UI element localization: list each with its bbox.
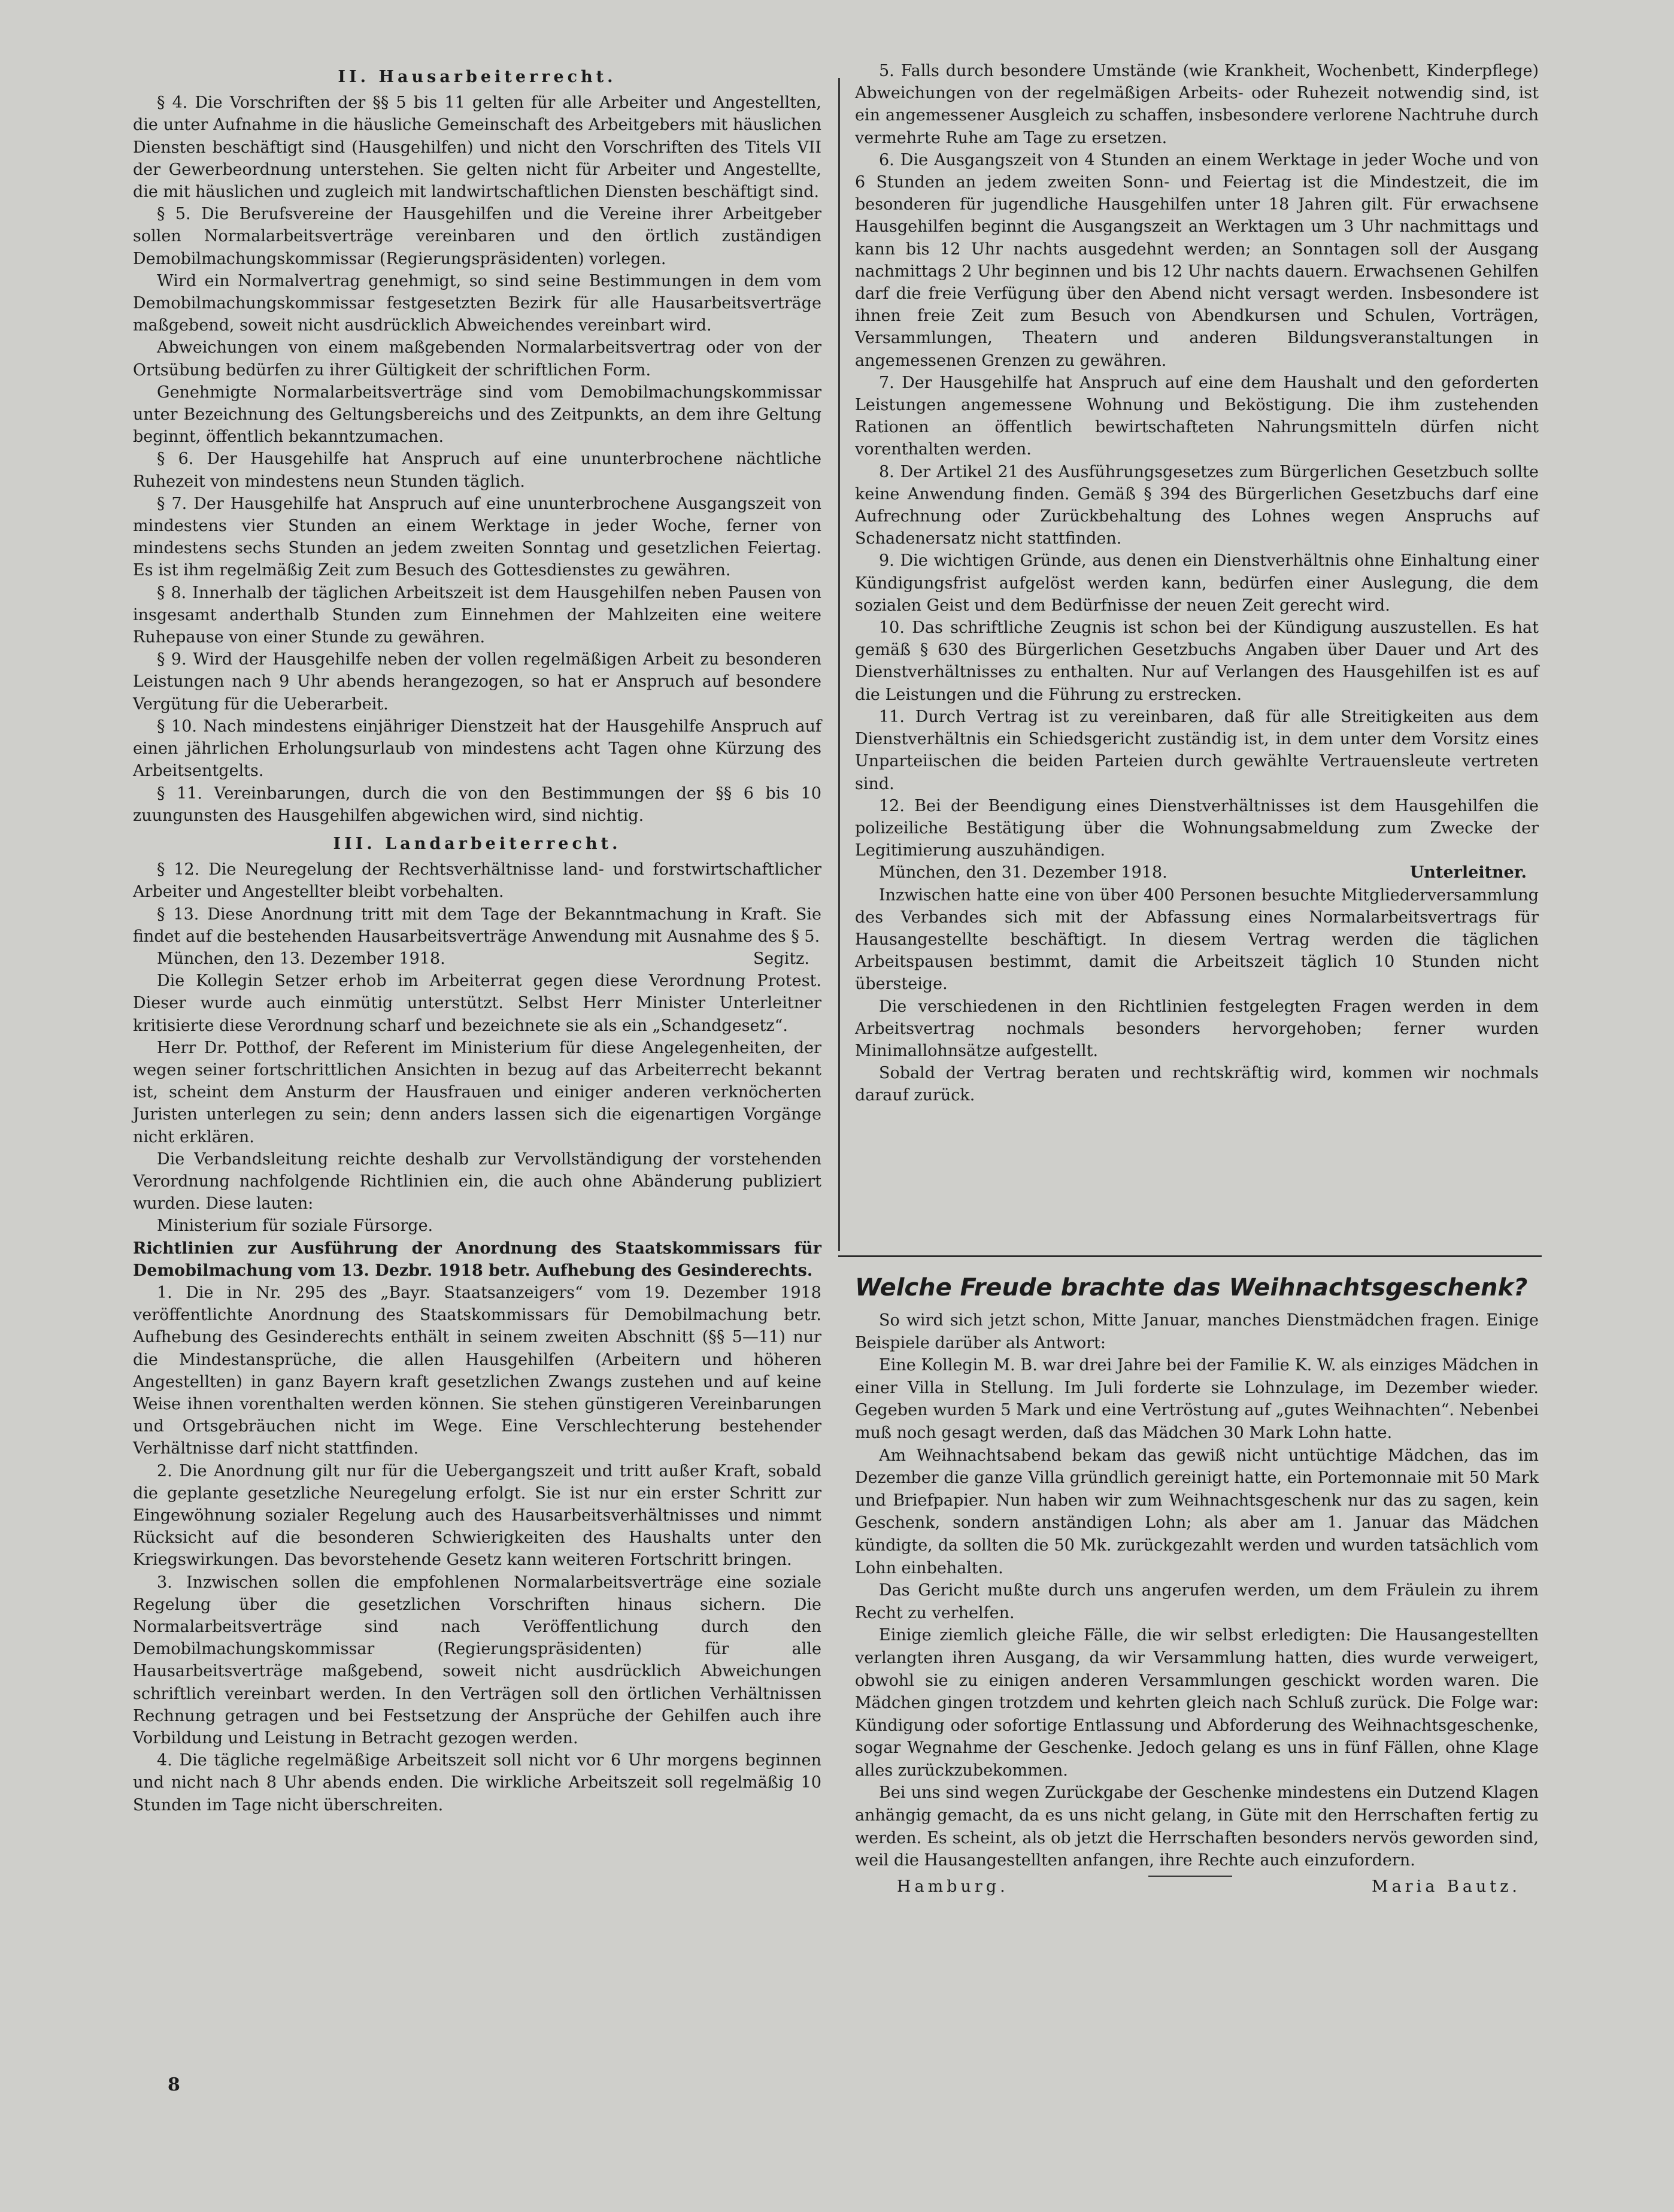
article-paragraph-3: Am Weihnachtsabend bekam das gewiß nicht untüchtige Mädchen, das im Dezember die ganze Villa gründlich gereinigt hatte, ein Portemonnaie mit 50 Mark und Briefpapier. Nun haben wir zum Weihnachtsgeschenk nur das zu sagen, kein Geschenk, sondern anständigen Lohn; als aber am 1. Januar das Mädchen kündigte, da sollten die 50 Mk. zurückgezahlt werden und wurden tatsächlich vom Lohn einbehalten. bbox=[855, 1446, 1539, 1577]
richtlinie-8: 8. Der Artikel 21 des Ausführungsgesetzes zum Bürgerlichen Gesetzbuch sollte keine Anwendung finden. Gemäß § 394 des Bürgerlichen Gesetzbuchs darf eine Aufrechnung oder Zurückbehaltung des Lohnes wegen Anspruchs auf Schadenersatz nicht stattfinden. bbox=[855, 462, 1539, 548]
paragraph-11: § 11. Vereinbarungen, durch die von den Bestimmungen der §§ 6 bis 10 zuungunsten des Hausgehilfen abgewichen wird, sind nichtig. bbox=[133, 784, 821, 825]
closing-place: Hamburg. bbox=[897, 1877, 1009, 1896]
ministerium-heading: Ministerium für soziale Fürsorge. bbox=[157, 1216, 433, 1236]
section-divider bbox=[838, 1255, 1542, 1257]
signature-unterleitner bbox=[855, 861, 1539, 884]
richtlinien-title: Richtlinien zur Ausführung der Anordnung des Staatskommissars für Demobilmachung vom 13. Dezbr. 1918 betr. Aufhebung des Gesinderechts. bbox=[133, 1239, 821, 1280]
paragraph-inzwischen: Inzwischen hatte eine von über 400 Personen besuchte Mitgliederversammlung des Verbandes sich mit der Abfassung eines Normalarbeitsvertrags für Hausangestellte beschäftigt. In diesem Vertrag werden die täglichen Arbeitspausen bestimmt, damit die Arbeitszeit täglich 10 Stunden nicht übersteige. bbox=[855, 885, 1539, 994]
richtlinie-3: 3. Inzwischen sollen die empfohlenen Normalarbeitsverträge eine soziale Regelung über die gesetzlichen Vorschriften hinaus sichern. Die Normalarbeitsverträge sind nach Veröffentlichung durch den Demobilmachungskommissar (Regierungspräsidenten) für alle Hausarbeitsverträge maßgebend, soweit nicht ausdrücklich Abweichungen schriftlich vereinbart werden. In den Verträgen soll den örtlichen Verhältnissen Rechnung getragen und bei Festsetzung der Ansprüche der Gehilfen auch ihre Vorbildung und Leistung in Betracht gezogen werden. bbox=[133, 1573, 821, 1748]
closing-rule bbox=[1148, 1876, 1232, 1877]
richtlinie-7: 7. Der Hausgehilfe hat Anspruch auf eine dem Haushalt und den geforderten Leistungen angemessene Wohnung und Beköstigung. Die ihm zustehenden Rationen an öffentlich bewirtschafteten Nahrungsmitteln dürfen nicht vorenthalten werden. bbox=[855, 373, 1539, 459]
paragraph-10: § 10. Nach mindestens einjähriger Dienstzeit hat der Hausgehilfe Anspruch auf einen jährlichen Erholungsurlaub von mindestens acht Tagen ohne Kürzung des Arbeitsentgelts. bbox=[133, 717, 821, 781]
signature-name: Segitz. bbox=[753, 949, 809, 968]
article-signature bbox=[855, 1876, 1539, 1898]
closing-name: Maria Bautz. bbox=[1372, 1877, 1521, 1896]
paragraph-5c: Abweichungen von einem maßgebenden Normalarbeitsvertrag oder von der Ortsübung bedürfen zu ihrer Gültigkeit der schriftlichen Form. bbox=[133, 338, 821, 380]
article-paragraph-5: Einige ziemlich gleiche Fälle, die wir selbst erledigten: Die Hausangestellten verlangten ihren Ausgang, da wir Versammlung hatten, dies wurde verweigert, obwohl sie zu einigen anderen Versammlungen geschickt worden waren. Die Mädchen gingen trotzdem und kehrten gleich nach Schluß zurück. Die Folge war: Kündigung oder sofortige Entlassung und Abforderung des Weihnachtsgeschenke, sogar Wegnahme der Geschenke. Jedoch gelang es uns in fünf Fällen, ohne Klage alles zurückzubekommen. bbox=[855, 1626, 1539, 1780]
article-weihnachtsgeschenk bbox=[855, 1272, 1539, 1898]
paragraph-13: § 13. Diese Anordnung tritt mit dem Tage der Bekanntmachung in Kraft. Sie findet auf die bestehenden Hausarbeitsverträge Anwendung mit Ausnahme des § 5. bbox=[133, 905, 821, 946]
paragraph-5: § 5. Die Berufsvereine der Hausgehilfen und die Vereine ihrer Arbeitgeber sollen Normalarbeitsverträge vereinbaren und den örtlich zuständigen Demobilmachungskommissar (Regierungspräsidenten) vorlegen. bbox=[133, 205, 821, 268]
richtlinie-1: 1. Die in Nr. 295 des „Bayr. Staatsanzeigers“ vom 19. Dezember 1918 veröffentlichte Anordnung des Staatskommissars für Demobilmachung betr. Aufhebung des Gesinderechts enthält in seinem zweiten Abschnitt (§§ 5—11) nur die Mindestansprüche, die allen Hausgehilfen (Arbeitern und höheren Angestellten) in ganz Bayern kraft gesetzlichen Zwangs zustehen und auf keine Weise ihnen vorenthalten werden können. Sie stehen günstigeren Vereinbarungen und Ortsgebräuchen nicht im Wege. Eine Verschlechterung bestehender Verhältnisse darf nicht stattfinden. bbox=[133, 1283, 821, 1458]
article-paragraph-2: Eine Kollegin M. B. war drei Jahre bei der Familie K. W. als einziges Mädchen in einer Villa in Stellung. Im Juli forderte sie Lohnzulage, im Dezember wieder. Gegeben wurden 5 Mark und eine Vertröstung auf „gutes Weihnachten“. Nebenbei muß noch gesagt werden, daß das Mädchen 30 Mark Lohn hatte. bbox=[855, 1356, 1539, 1442]
column-divider bbox=[838, 78, 840, 1251]
richtlinie-9: 9. Die wichtigen Gründe, aus denen ein Dienstverhältnis ohne Einhaltung einer Kündigungsfrist aufgelöst werden kann, bedürfen einer Auslegung, die dem sozialen Geist und dem Bedürfnisse der neuen Zeit gerecht wird. bbox=[855, 551, 1539, 615]
paragraph-verbandsleitung: Die Verbandsleitung reichte deshalb zur Vervollständigung der vorstehenden Verordnung nachfolgende Richtlinien ein, die auch ohne Abänderung publiziert wurden. Diese lauten: bbox=[133, 1149, 821, 1213]
article-paragraph-6: Bei uns sind wegen Zurückgabe der Geschenke mindestens ein Dutzend Klagen anhängig gemacht, da es uns nicht gelang, in Güte mit den Herrschaften fertig zu werden. Es scheint, als ob jetzt die Herrschaften besonders nervös geworden sind, weil die Hausangestellten anfangen, ihre Rechte auch einzufordern. bbox=[855, 1783, 1539, 1870]
left-column bbox=[133, 60, 821, 1816]
signature-segitz bbox=[133, 948, 821, 970]
paragraph-5b: Wird ein Normalvertrag genehmigt, so sind seine Bestimmungen in dem vom Demobilmachungskommissar festgesetzten Bezirk für alle Hausarbeitsverträge maßgebend, soweit nicht ausdrücklich Abweichendes vereinbart wird. bbox=[133, 271, 821, 335]
signature-name: Unterleitner. bbox=[1409, 863, 1527, 882]
article-title: Welche Freude brachte das Weihnachtsgeschenk? bbox=[855, 1274, 1528, 1301]
richtlinie-12: 12. Bei der Beendigung eines Dienstverhältnisses ist dem Hausgehilfen die polizeiliche Bestätigung über die Wohnungsabmeldung zum Zwecke der Legitimierung auszuhändigen. bbox=[855, 796, 1539, 860]
paragraph-9: § 9. Wird der Hausgehilfe neben der vollen regelmäßigen Arbeit zu besonderen Leistungen nach 9 Uhr abends herangezogen, so hat er Anspruch auf besondere Vergütung für die Ueberarbeit. bbox=[133, 650, 821, 714]
paragraph-6: § 6. Der Hausgehilfe hat Anspruch auf eine ununterbrochene nächtliche Ruhezeit von mindestens neun Stunden täglich. bbox=[133, 450, 821, 491]
signature-place-date: München, den 13. Dezember 1918. bbox=[157, 949, 445, 968]
richtlinie-2: 2. Die Anordnung gilt nur für die Uebergangszeit und tritt außer Kraft, sobald die geplante gesetzliche Neuregelung erfolgt. Sie ist nur ein erster Schritt zur Eingewöhnung sozialer Regelung auch des Hausarbeitsverhältnisses und nimmt Rücksicht auf die besonderen Schwierigkeiten des Haushalts unter den Kriegswirkungen. Das bevorstehende Gesetz kann weiteren Fortschritt bringen. bbox=[133, 1461, 821, 1570]
paragraph-richtlinien: Die verschiedenen in den Richtlinien festgelegten Fragen werden in dem Arbeitsvertrag nochmals besonders hervorgehoben; ferner wurden Minimallohnsätze aufgestellt. bbox=[855, 997, 1539, 1060]
richtlinie-11: 11. Durch Vertrag ist zu vereinbaren, daß für alle Streitigkeiten aus dem Dienstverhältnis ein Schiedsgericht zuständig ist, in dem unter dem Vorsitz eines Unparteiischen die beiden Parteien durch gewählte Vertrauensleute vertreten sind. bbox=[855, 707, 1539, 793]
right-column bbox=[855, 60, 1539, 1107]
paragraph-8: § 8. Innerhalb der täglichen Arbeitszeit ist dem Hausgehilfen neben Pausen von insgesamt anderthalb Stunden zum Einnehmen der Mahlzeiten eine weitere Ruhepause von einer Stunde zu gewähren. bbox=[133, 583, 821, 647]
paragraph-sobald: Sobald der Vertrag beraten und rechtskräftig wird, kommen wir nochmals darauf zurück. bbox=[855, 1064, 1539, 1105]
article-paragraph-1: So wird sich jetzt schon, Mitte Januar, manches Dienstmädchen fragen. Einige Beispiele darüber als Antwort: bbox=[855, 1311, 1539, 1352]
paragraph-7: § 7. Der Hausgehilfe hat Anspruch auf eine ununterbrochene Ausgangszeit von mindestens vier Stunden an einem Werktage in jeder Woche, ferner von mindestens sechs Stunden an jedem zweiten Sonntag und gesetzlichen Feiertag. Es ist ihm regelmäßig Zeit zum Besuch des Gottesdienstes zu gewähren. bbox=[133, 494, 821, 580]
section-heading-hausarbeiterrecht: II. Hausarbeiterrecht. bbox=[338, 68, 617, 86]
richtlinie-5: 5. Falls durch besondere Umstände (wie Krankheit, Wochenbett, Kinderpflege) Abweichungen von der regelmäßigen Arbeits- oder Ruhezeit notwendig sind, ist ein angemessener Ausgleich zu schaffen, insbesondere verlorene Nachtruhe durch vermehrte Ruhe am Tage zu ersetzen. bbox=[855, 62, 1539, 147]
richtlinie-6: 6. Die Ausgangszeit von 4 Stunden an einem Werktage in jeder Woche und von 6 Stunden an jedem zweiten Sonn- und Feiertag ist die Mindestzeit, die im besonderen für jugendliche Hausgehilfen unter 18 Jahren gilt. Für erwachsene Hausgehilfen beginnt die Ausgangszeit an Werktagen um 3 Uhr nachmittags und kann bis 12 Uhr nachts ausgedehnt werden; an Sonntagen soll der Ausgang nachmittags 2 Uhr beginnen und bis 12 Uhr nachts dauern. Erwachsenen Gehilfen darf die freie Verfügung über den Abend nicht versagt werden. Insbesondere ist ihnen freie Zeit zum Besuch von Abendkursen und Schulen, Vorträgen, Versammlungen, Theatern und anderen Bildungsveranstaltungen in angemessenen Grenzen zu gewähren. bbox=[855, 150, 1539, 370]
section-heading-landarbeiterrecht: III. Landarbeiterrecht. bbox=[333, 834, 621, 853]
paragraph-potthof: Herr Dr. Potthof, der Referent im Ministerium für diese Angelegenheiten, der wegen seiner fortschrittlichen Ansichten in bezug auf das Arbeiterrecht bekannt ist, scheint dem Ansturm der Hausfrauen und einiger anderen verknöcherten Juristen unterlegen zu sein; denn anders lassen sich die eigenartigen Vorgänge nicht erklären. bbox=[133, 1038, 821, 1146]
signature-place-date: München, den 31. Dezember 1918. bbox=[879, 863, 1167, 882]
paragraph-5d: Genehmigte Normalarbeitsverträge sind vom Demobilmachungskommissar unter Bezeichnung des Geltungsbereichs und des Zeitpunkts, an dem ihre Geltung beginnt, öffentlich bekanntzumachen. bbox=[133, 383, 821, 447]
page-number: 8 bbox=[168, 2074, 180, 2095]
paragraph-4: § 4. Die Vorschriften der §§ 5 bis 11 gelten für alle Arbeiter und Angestellten, die unter Aufnahme in die häusliche Gemeinschaft des Arbeitgebers mit häuslichen Diensten beschäftigt sind (Hausgehilfen) und nicht den Vorschriften des Titels VII der Gewerbeordnung unterstehen. Sie gelten nicht für Arbeiter und Angestellte, die mit häuslichen und zugleich mit landwirtschaftlichen Diensten beschäftigt sind. bbox=[133, 93, 821, 202]
paragraph-kollegin: Die Kollegin Setzer erhob im Arbeiterrat gegen diese Verordnung Protest. Dieser wurde auch einmütig unterstützt. Selbst Herr Minister Unterleitner kritisierte diese Verordnung scharf und bezeichnete sie als ein „Schandgesetz“. bbox=[133, 972, 821, 1035]
richtlinie-10: 10. Das schriftliche Zeugnis ist schon bei der Kündigung auszustellen. Es hat gemäß § 630 des Bürgerlichen Gesetzbuchs Angaben über Dauer und Art des Dienstverhältnisses zu enthalten. Nur auf Verlangen des Hausgehilfen ist es auf die Leistungen und die Führung zu erstrecken. bbox=[855, 618, 1539, 704]
article-paragraph-4: Das Gericht mußte durch uns angerufen werden, um dem Fräulein zu ihrem Recht zu verhelfen. bbox=[855, 1581, 1539, 1622]
richtlinie-4: 4. Die tägliche regelmäßige Arbeitszeit soll nicht vor 6 Uhr morgens beginnen und nicht nach 8 Uhr abends enden. Die wirkliche Arbeitszeit soll regelmäßig 10 Stunden im Tage nicht überschreiten. bbox=[133, 1751, 821, 1814]
paragraph-12: § 12. Die Neuregelung der Rechtsverhältnisse land- und forstwirtschaftlicher Arbeiter und Angestellter bleibt vorbehalten. bbox=[133, 860, 821, 902]
